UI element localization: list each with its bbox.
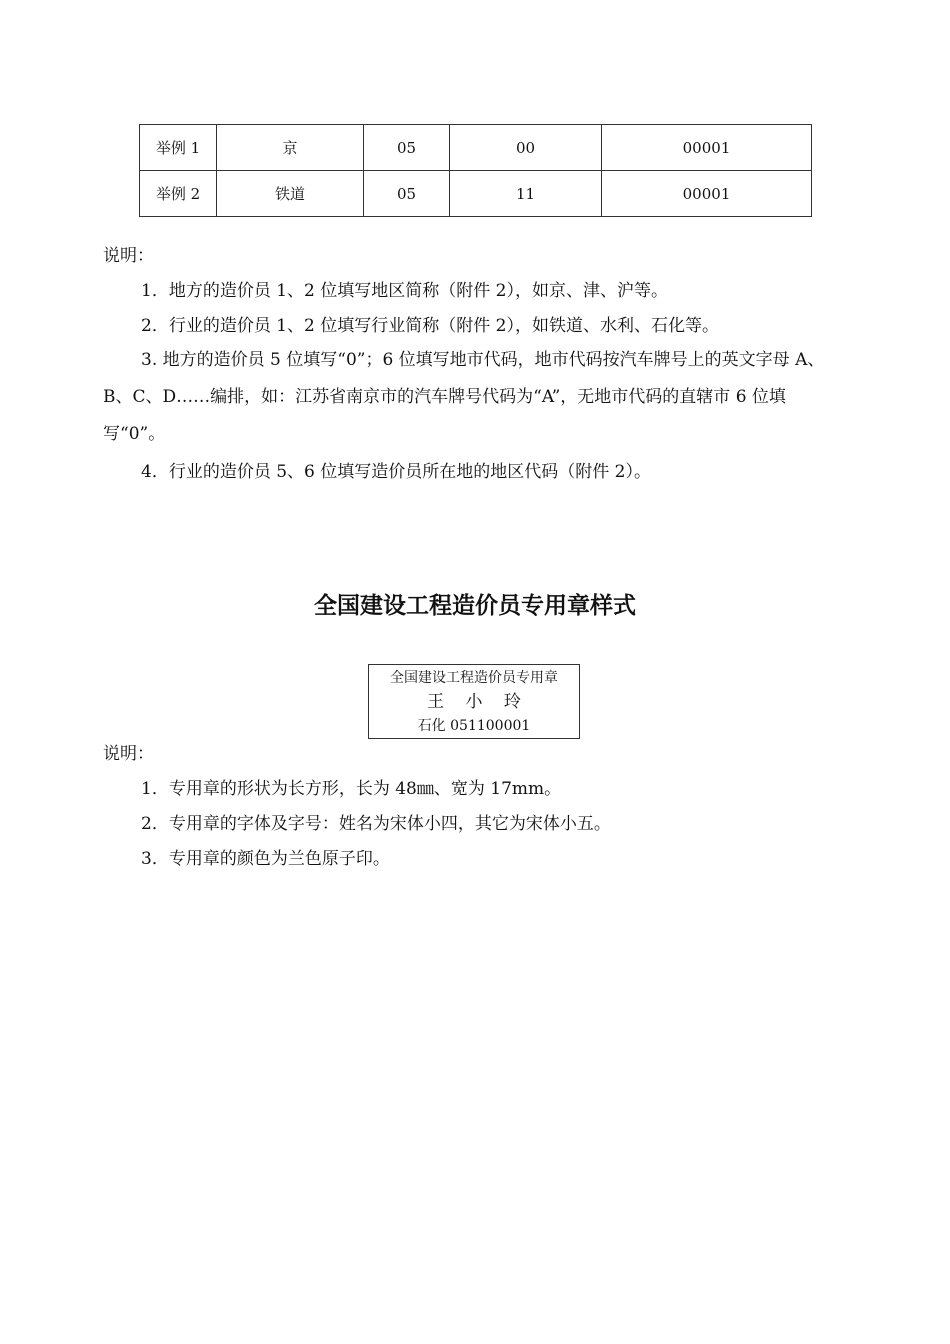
code-part2-cell: 11 bbox=[450, 171, 602, 217]
region-code-cell: 铁道 bbox=[217, 171, 364, 217]
code-examples-table bbox=[139, 124, 812, 217]
note-item: 3．专用章的颜色为兰色原子印。 bbox=[141, 849, 390, 869]
note-item: 2．专用章的字体及字号：姓名为宋体小四，其它为宋体小五。 bbox=[141, 814, 611, 834]
serial-cell: 00001 bbox=[602, 125, 812, 171]
example-label-cell: 举例 2 bbox=[140, 171, 217, 217]
table-row bbox=[140, 125, 812, 171]
table-row bbox=[140, 171, 812, 217]
example-label-cell: 举例 1 bbox=[140, 125, 217, 171]
note-item: 3. 地方的造价员 5 位填写“0”；6 位填写地市代码，地市代码按汽车牌号上的英文字母 A、B、C、D……编排，如：江苏省南京市的汽车牌号代码为“A”，无地市代码的直辖市 6 位填写“0”。 bbox=[103, 350, 825, 444]
note-item: 1．地方的造价员 1、2 位填写地区简称（附件 2），如京、津、沪等。 bbox=[141, 281, 668, 301]
note-item: 4．行业的造价员 5、6 位填写造价员所在地的地区代码（附件 2）。 bbox=[141, 462, 651, 482]
stamp-section-title: 全国建设工程造价员专用章样式 bbox=[314, 593, 636, 619]
code-part1-cell: 05 bbox=[364, 171, 450, 217]
note-item: 2．行业的造价员 1、2 位填写行业简称（附件 2），如铁道、水利、石化等。 bbox=[141, 316, 719, 336]
note-item: 1．专用章的形状为长方形，长为 48㎜、宽为 17mm。 bbox=[141, 779, 562, 799]
region-code-cell: 京 bbox=[217, 125, 364, 171]
stamp-code-text: 石化 051100001 bbox=[417, 718, 531, 734]
serial-cell: 00001 bbox=[602, 171, 812, 217]
code-part2-cell: 00 bbox=[450, 125, 602, 171]
stamp-name-text: 王 小 玲 bbox=[427, 692, 529, 712]
notes-heading: 说明： bbox=[103, 744, 154, 764]
code-part1-cell: 05 bbox=[364, 125, 450, 171]
notes-heading: 说明： bbox=[103, 246, 154, 266]
stamp-sample bbox=[368, 664, 580, 739]
stamp-org-text: 全国建设工程造价员专用章 bbox=[390, 670, 558, 686]
